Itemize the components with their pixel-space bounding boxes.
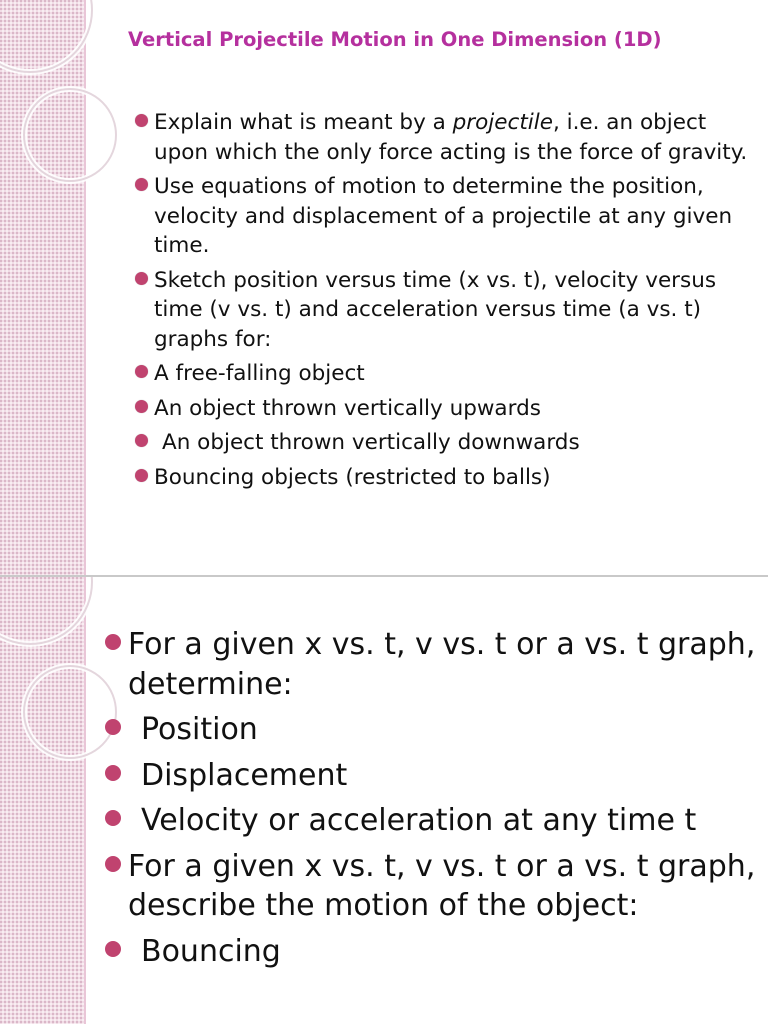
list-item (132, 359, 752, 389)
list-item-text: Use equations of motion to determine the position, velocity and displacement of a projectile at any given time. (154, 174, 733, 258)
bullet-icon (105, 634, 121, 650)
list-item (132, 428, 752, 458)
decorative-ring-shadow (24, 89, 116, 181)
decorative-ring-shadow (0, 577, 92, 644)
bullet-icon (105, 765, 121, 781)
list-item-text: Position (141, 712, 258, 747)
list-item (132, 108, 752, 167)
list-item-text: A free-falling object (154, 361, 365, 386)
list-item (102, 847, 762, 926)
list-item-text (154, 110, 747, 165)
bullet-icon (105, 719, 121, 735)
bullet-icon (135, 365, 148, 378)
bullet-icon (135, 114, 148, 127)
list-item-text: Velocity or acceleration at any time t (141, 803, 697, 838)
list-item-emphasis: projectile (452, 110, 553, 135)
list-item (132, 463, 752, 493)
decorative-ring-shadow (0, 0, 92, 72)
list-item-text: Displacement (141, 757, 348, 793)
list-item (132, 266, 752, 355)
bullet-icon (135, 434, 148, 447)
bullet-icon (105, 856, 121, 872)
list-item-text: For a given x vs. t, v vs. t or a vs. t graph, describe the motion of the object: (128, 848, 756, 923)
list-item-text: Sketch position versus time (x vs. t), velocity versus time (v vs. t) and acceleration versus time (a vs. t) graphs for: (154, 267, 717, 352)
objectives-list (132, 108, 752, 497)
list-item-text: Bouncing (141, 933, 281, 969)
list-item (102, 756, 762, 796)
bullet-icon (105, 941, 121, 957)
graph-skills-list (102, 625, 762, 977)
list-item-text-part: Explain what is meant by a (154, 110, 453, 135)
slide-2 (0, 577, 768, 1024)
list-item-text: Bouncing objects (restricted to balls) (154, 464, 551, 490)
list-item (102, 932, 762, 972)
list-item-text-part: , i.e. an object upon which the only force acting is the force of gravity. (154, 110, 748, 165)
list-item (132, 172, 752, 261)
slide-title: Vertical Projectile Motion in One Dimension (1D) (128, 28, 662, 51)
list-item (102, 710, 762, 750)
bullet-icon (135, 178, 148, 191)
list-item-text: An object thrown vertically downwards (162, 430, 580, 455)
list-item (102, 801, 762, 841)
list-item (132, 394, 752, 424)
bullet-icon (135, 400, 148, 413)
bullet-icon (135, 469, 148, 482)
decorative-ring (0, 577, 92, 644)
decorative-ring (0, 0, 92, 72)
list-item-text: For a given x vs. t, v vs. t or a vs. t graph, determine: (128, 627, 756, 702)
bullet-icon (135, 272, 148, 285)
list-item (102, 625, 762, 704)
bullet-icon (105, 810, 121, 826)
list-item-text: An object thrown vertically upwards (154, 395, 541, 421)
